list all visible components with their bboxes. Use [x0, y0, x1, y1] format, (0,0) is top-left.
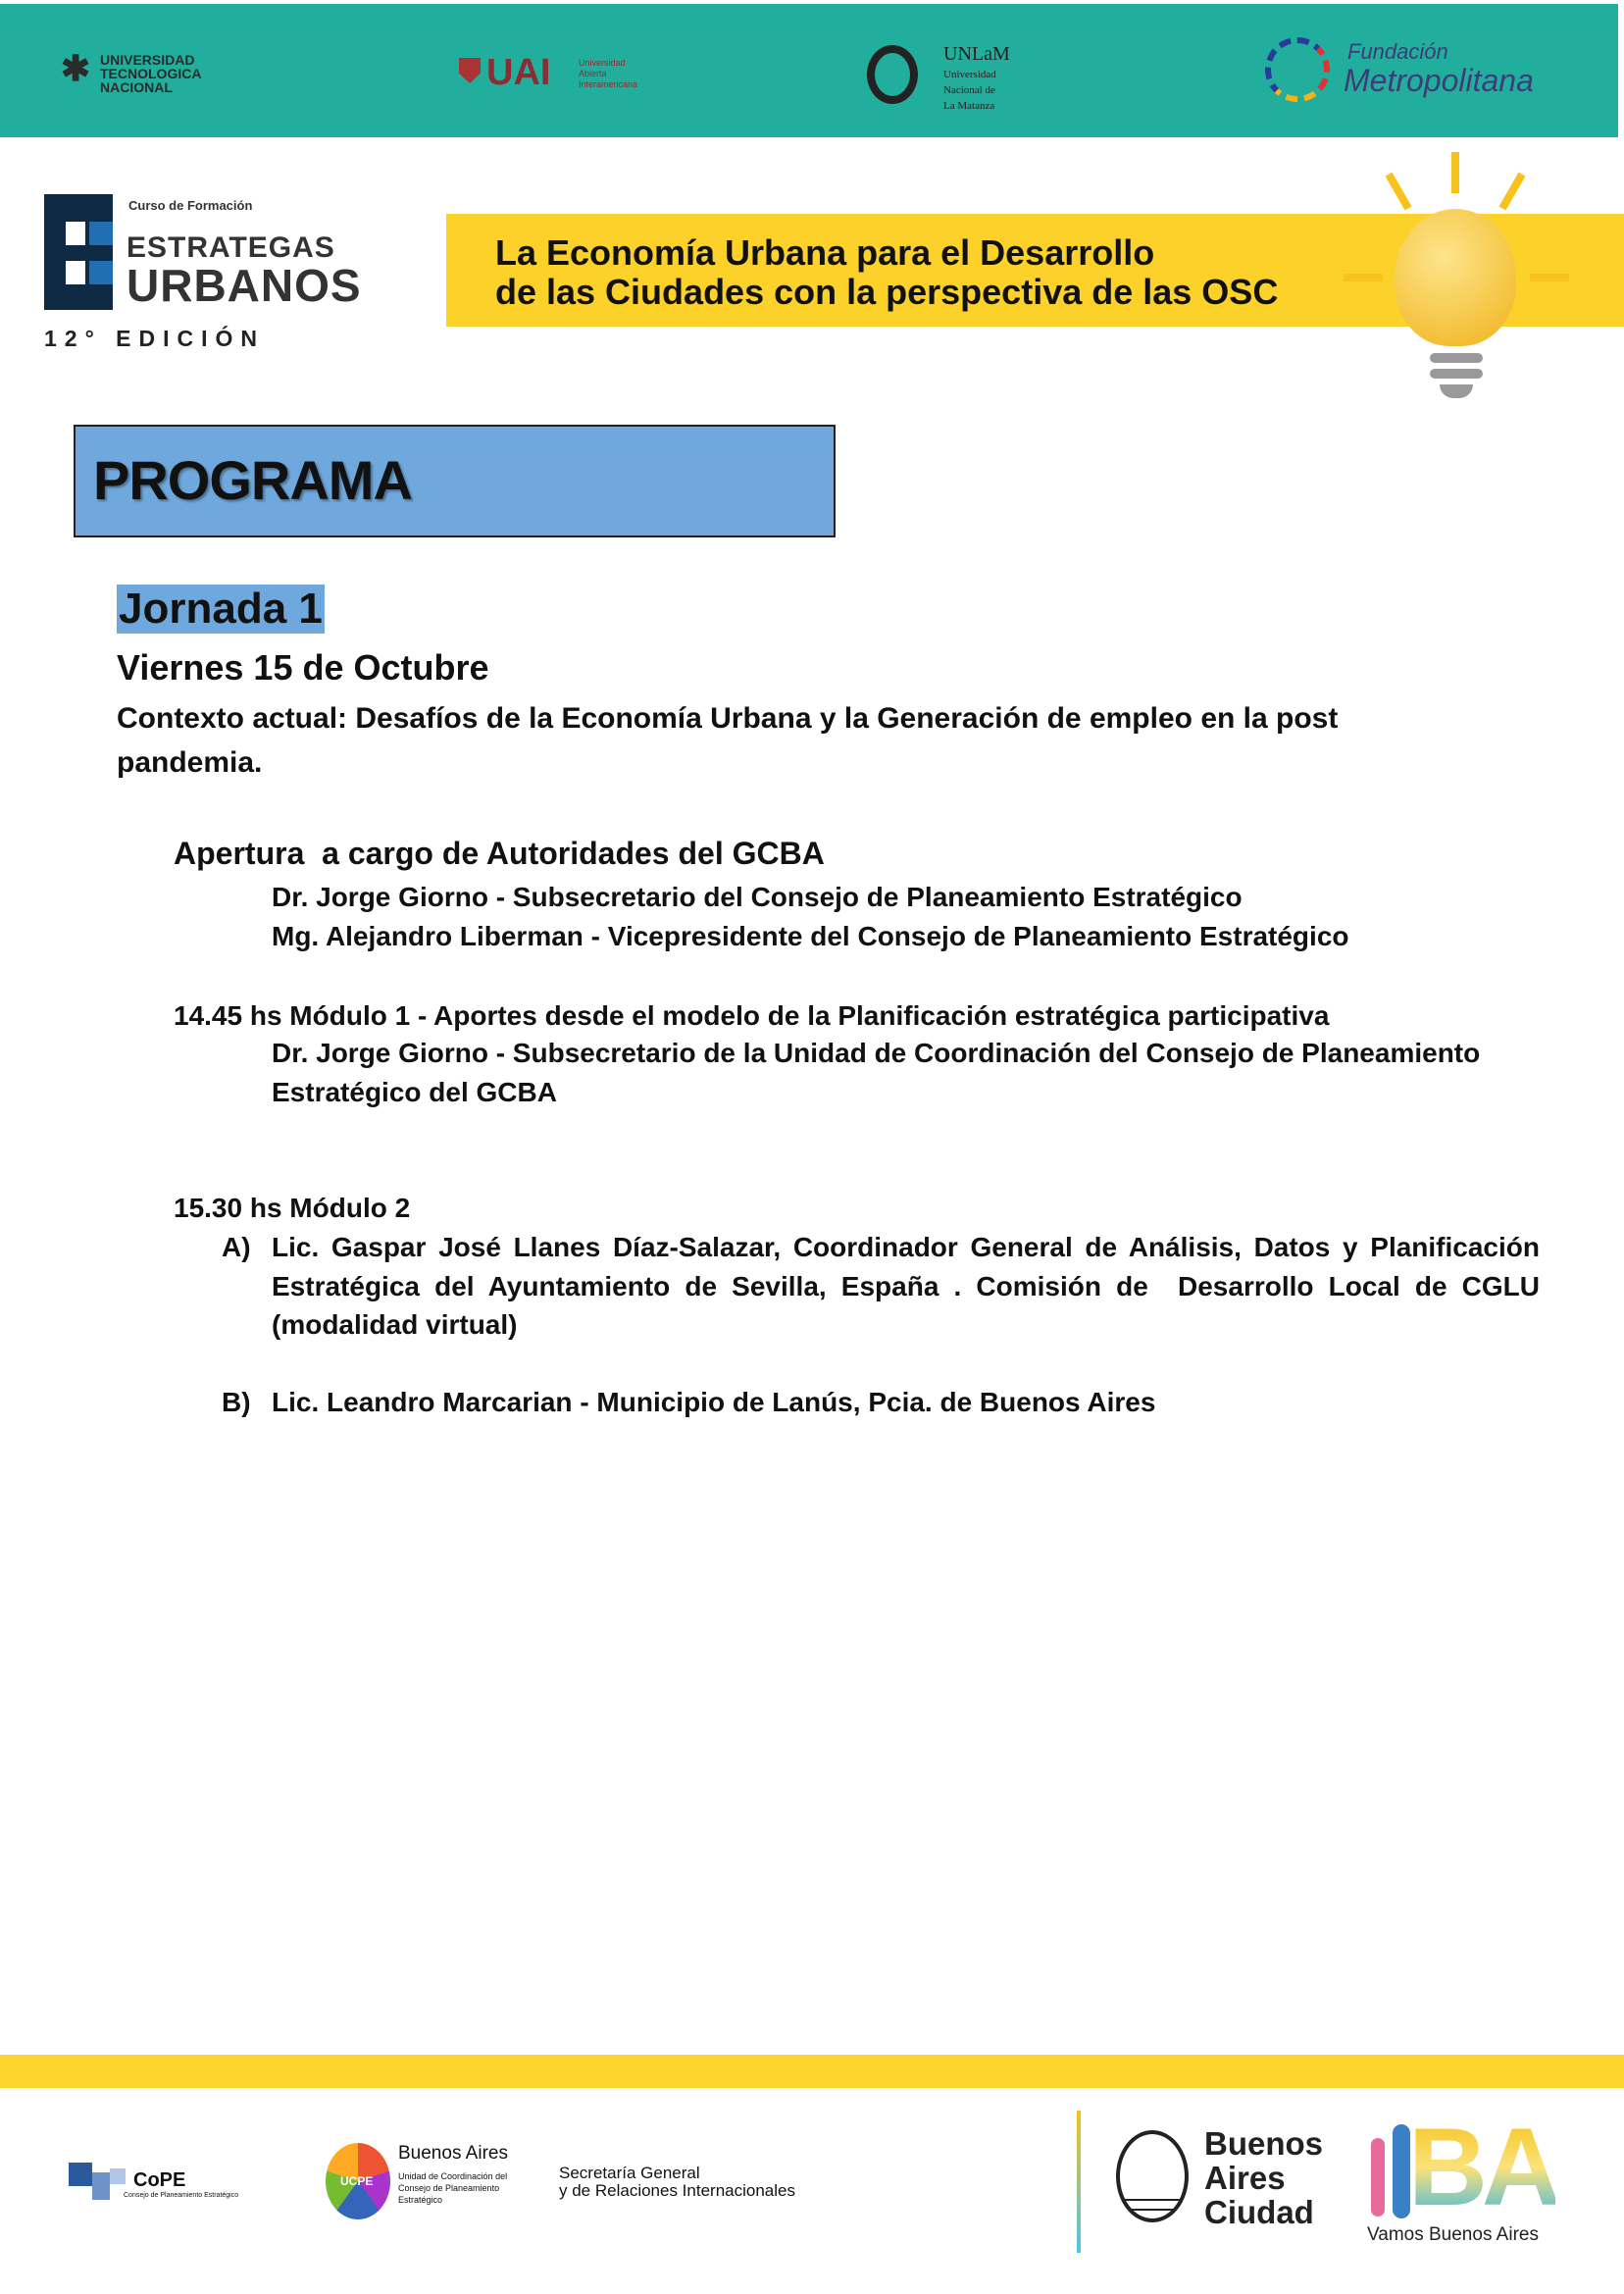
cope-mark: CoPE	[133, 2169, 186, 2191]
modulo1-speaker: Estratégico del GCBA	[272, 1077, 557, 1107]
list-marker: A)	[222, 1232, 251, 1262]
secretaria-text: y de Relaciones Internacionales	[559, 2181, 795, 2200]
modulo2-speaker-b: Lic. Leandro Marcarian - Municipio de Lanús, Pcia. de Buenos Aires	[272, 1387, 1156, 1417]
unlam-text: Nacional de	[943, 84, 995, 96]
ciudad-text: Ciudad	[1204, 2194, 1314, 2230]
apertura-title: Apertura a cargo de Autoridades del GCBA	[174, 836, 825, 871]
fundacion-text: Fundación	[1347, 39, 1448, 64]
fundacion-text: Metropolitana	[1344, 63, 1534, 98]
jornada-context: pandemia.	[117, 746, 263, 779]
modulo2-title: 15.30 hs Módulo 2	[174, 1193, 411, 1223]
utn-icon: ✱	[61, 48, 91, 88]
course-title-line1: ESTRATEGAS	[127, 231, 335, 264]
ciudad-text: Aires	[1204, 2160, 1286, 2196]
utn-text: UNIVERSIDAD	[100, 52, 195, 68]
banner-title-line: La Economía Urbana para el Desarrollo	[495, 232, 1155, 273]
cope-text: Consejo de Planeamiento Estratégico	[124, 2192, 239, 2199]
ucpe-text: Consejo de Planeamiento	[398, 2183, 500, 2193]
footer-bar	[0, 2055, 1624, 2088]
utn-text: TECNOLOGICA	[100, 66, 202, 81]
modulo1-speaker: Dr. Jorge Giorno - Subsecretario de la Unidad de Coordinación del Consejo de Planeamiento	[272, 1038, 1481, 1068]
apertura-speaker: Mg. Alejandro Liberman - Vicepresidente del Consejo de Planeamiento Estratégico	[272, 921, 1349, 951]
jornada-context: Contexto actual: Desafíos de la Economía Urbana y la Generación de empleo en la post	[117, 702, 1339, 735]
ucpe-mark: UCPE	[340, 2174, 374, 2188]
city-seal-icon	[1116, 2130, 1189, 2222]
jornada-date: Viernes 15 de Octubre	[117, 647, 489, 688]
apertura-speaker: Dr. Jorge Giorno - Subsecretario del Consejo de Planeamiento Estratégico	[272, 882, 1243, 912]
modulo1-title: 14.45 hs Módulo 1 - Aportes desde el modelo de la Planificación estratégica participativa	[174, 1000, 1330, 1031]
list-marker: B)	[222, 1387, 251, 1417]
lightbulb-icon	[1344, 152, 1569, 417]
uai-mark: UAI	[486, 52, 551, 93]
banner-title	[495, 233, 1278, 312]
footer-divider	[1077, 2111, 1081, 2253]
course-edition: 12° EDICIÓN	[44, 326, 266, 351]
banner-title-line: de las Ciudades con la perspectiva de las OSC	[495, 272, 1279, 312]
secretaria-logo	[559, 2165, 795, 2200]
cope-squares-icon	[69, 2163, 92, 2186]
uai-text: Universidad	[579, 58, 626, 68]
logo-block-icon	[44, 194, 113, 310]
unlam-text: Universidad	[943, 69, 996, 80]
course-kicker: Curso de Formación	[128, 198, 253, 213]
modulo2-speaker-a: (modalidad virtual)	[272, 1309, 518, 1340]
programa-heading: PROGRAMA	[93, 449, 412, 511]
modulo2-speaker-a: Lic. Gaspar José Llanes Díaz-Salazar, Coordinador General de Análisis, Datos y Planificación	[272, 1232, 1540, 1262]
programa-heading-box	[74, 425, 836, 537]
fundacion-knot-icon	[1265, 37, 1330, 102]
ucpe-text: Estratégico	[398, 2195, 443, 2205]
course-title-line2: URBANOS	[127, 260, 362, 311]
ba-mark: BA	[1408, 2106, 1555, 2228]
unlam-mark: UNLaM	[943, 43, 1010, 65]
ciudad-text: Buenos	[1204, 2125, 1324, 2162]
ba-tagline: Vamos Buenos Aires	[1367, 2224, 1539, 2245]
unlam-text: La Matanza	[943, 100, 995, 112]
people-illustration-icon	[1371, 2138, 1385, 2217]
utn-text: NACIONAL	[100, 79, 173, 95]
ucpe-title: Buenos Aires	[398, 2143, 508, 2164]
jornada-title: Jornada 1	[119, 585, 323, 633]
uai-text: Interamericana	[579, 79, 638, 89]
uai-text: Abierta	[579, 69, 607, 78]
ucpe-text: Unidad de Coordinación del	[398, 2171, 508, 2181]
secretaria-text: Secretaría General	[559, 2164, 700, 2182]
modulo2-speaker-a: Estratégica del Ayuntamiento de Sevilla, España . Comisión de Desarrollo Local de CGLU	[272, 1271, 1540, 1301]
unlam-circle-icon	[867, 45, 918, 104]
